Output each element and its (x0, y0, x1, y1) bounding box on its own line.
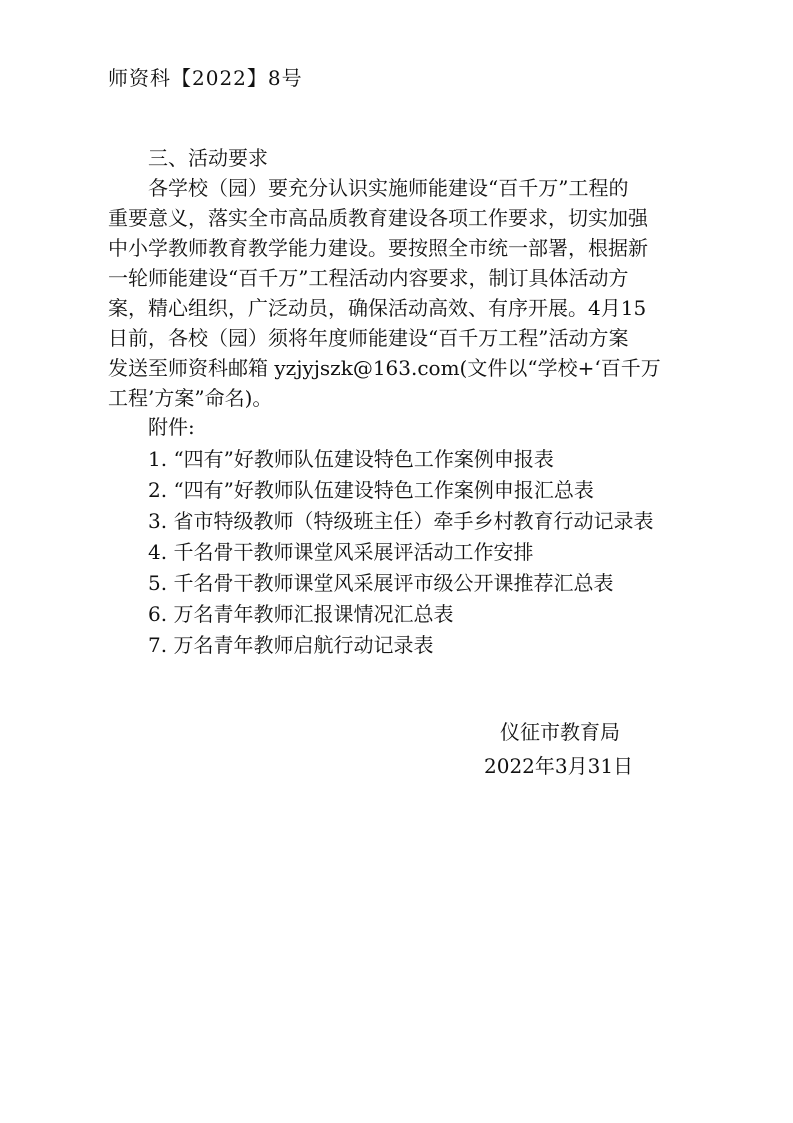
document-number: 师资科【2022】8号 (108, 66, 303, 90)
body-line: 日前，各校（园）须将年度师能建设“百千万工程”活动方案 (108, 326, 629, 350)
annex-item: 1. “四有”好教师队伍建设特色工作案例申报表 (148, 447, 554, 471)
annex-item: 4. 千名骨干教师课堂风采展评活动工作安排 (148, 540, 534, 564)
annex-item: 7. 万名青年教师启航行动记录表 (148, 633, 434, 657)
issue-date: 2022年3月31日 (484, 754, 634, 778)
annex-item: 2. “四有”好教师队伍建设特色工作案例申报汇总表 (148, 478, 594, 502)
annex-title: 附件: (148, 415, 195, 439)
issuer-name: 仪征市教育局 (500, 720, 620, 744)
body-line: 重要意义，落实全市高品质教育建设各项工作要求，切实加强 (108, 206, 648, 230)
annex-item: 3. 省市特级教师（特级班主任）牵手乡村教育行动记录表 (148, 509, 654, 533)
section-heading: 三、活动要求 (148, 146, 268, 170)
body-line: 发送至师资科邮箱 yzjyjszk@163.com(文件以“学校+‘百千万 (108, 356, 661, 380)
body-line: 各学校（园）要充分认识实施师能建设“百千万”工程的 (148, 176, 629, 200)
annex-item: 6. 万名青年教师汇报课情况汇总表 (148, 602, 454, 626)
body-line: 案，精心组织，广泛动员，确保活动高效、有序开展。4月15 (108, 296, 647, 320)
body-line: 中小学教师教育教学能力建设。要按照全市统一部署，根据新 (108, 236, 648, 260)
body-line: 一轮师能建设“百千万”工程活动内容要求，制订具体活动方 (108, 266, 629, 290)
annex-item: 5. 千名骨干教师课堂风采展评市级公开课推荐汇总表 (148, 571, 614, 595)
body-line: 工程’方案”命名)。 (108, 386, 273, 410)
